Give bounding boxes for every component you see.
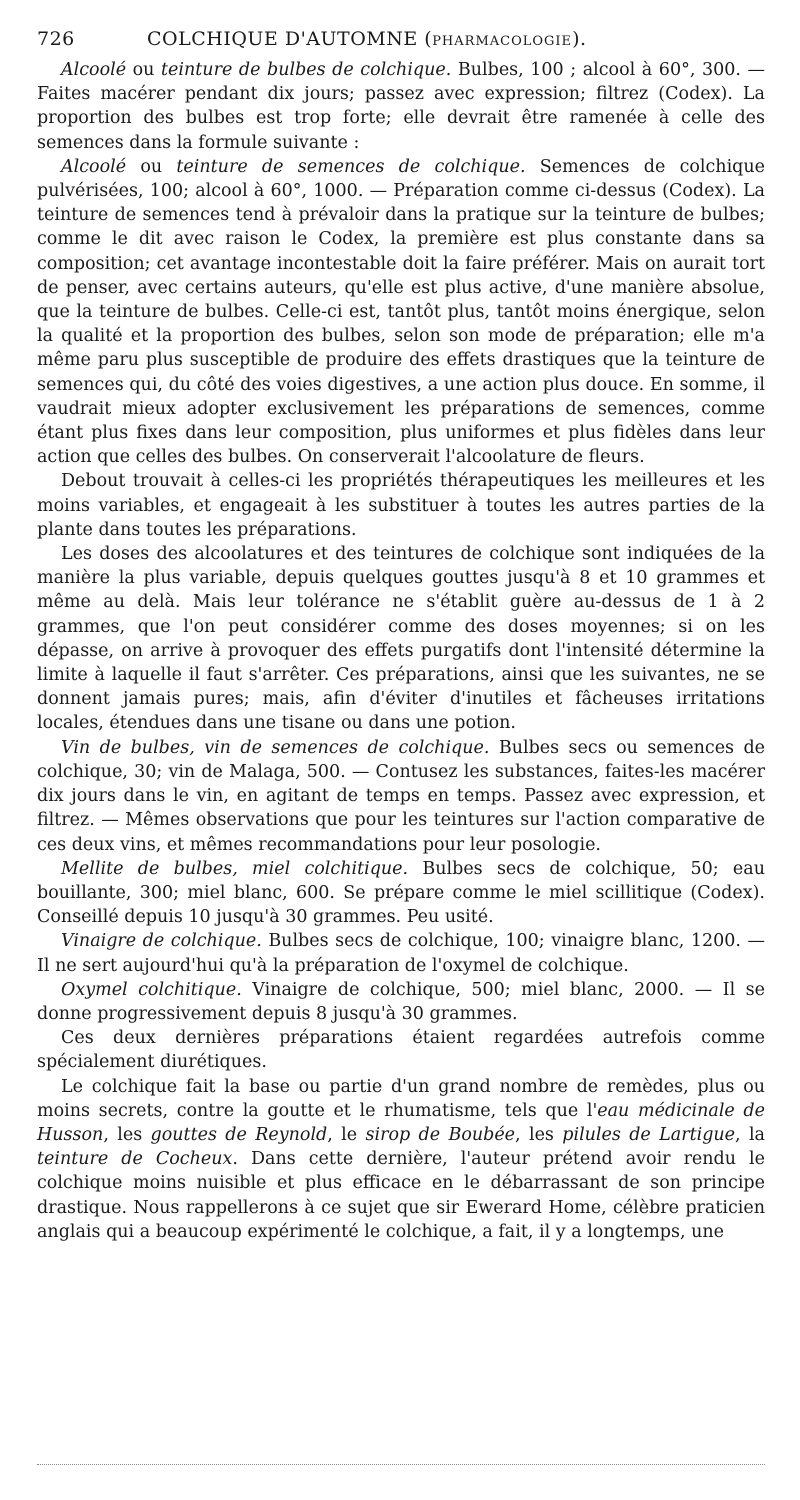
remedy-name: teinture de Cocheux xyxy=(37,1149,233,1170)
body-text xyxy=(37,58,765,1244)
paragraph-text: Vinaigre de colchique, 500; miel blanc, 2000. — Il se donne progressivement depuis 8 jusqu'à 30 grammes. xyxy=(37,979,766,1024)
paragraph-text: Bulbes, 100 ; alcool à 60°, 300. — Faites macérer pendant dix jours; passez avec expression; filtrez (Codex). La proportion des bulbes est trop forte; elle devrait être ramenée à celle des semences dans la formule suivante : xyxy=(37,60,765,153)
paragraph-vin xyxy=(37,736,765,857)
recipe-title: Oxymel colchitique. xyxy=(61,979,242,1000)
document-page xyxy=(37,28,765,1244)
paragraph-debout xyxy=(37,469,765,542)
paragraph-text: Debout trouvait à celles-ci les propriétés thérapeutiques les meilleures et les moins variables, et engageait à les substituer à toutes les autres parties de la plante dans toutes les préparations. xyxy=(37,471,765,540)
paragraph-mellite xyxy=(37,857,765,930)
paragraph-remedes xyxy=(37,1075,765,1244)
page-header xyxy=(37,28,765,50)
footer-rule xyxy=(37,1464,765,1465)
page-number: 726 xyxy=(37,28,75,50)
remedy-name: eau médicinale de Husson xyxy=(37,1100,765,1145)
paragraph-text: Bulbes secs de colchique, 100; vinaigre blanc, 1200. — Il ne sert aujourd'hui qu'à la préparation de l'oxymel de colchique. xyxy=(37,931,765,976)
paragraph-text: Ces deux dernières préparations étaient regardées autrefois comme spécialement diurétiques. xyxy=(37,1028,765,1073)
paragraph-diuretiques xyxy=(37,1026,765,1074)
running-title-subject: PHARMACOLOGIE xyxy=(432,34,573,49)
paragraph-text: Les doses des alcoolatures et des teintures de colchique sont indiquées de la manière la plus variable, depuis quelques gouttes jusqu'à 8 et 10 grammes et même au delà. Mais leur tolérance ne s'établit guère au-dessus de 1 à 2 grammes, que l'on peut considérer comme des doses moyennes; si on les dépasse, on arrive à provoquer des effets purgatifs dont l'intensité détermine la limite à laquelle il faut s'arrêter. Ces préparations, ainsi que les suivantes, ne se donnent jamais pures; mais, afin d'éviter d'inutiles et fâcheuses irritations locales, étendues dans une tisane ou dans une potion. xyxy=(37,544,765,734)
recipe-title: Vinaigre de colchique. xyxy=(61,931,262,952)
recipe-title: Vin de bulbes, vin de semences de colchique. xyxy=(61,737,490,758)
remedy-name: sirop de Boubée xyxy=(365,1124,516,1145)
paragraph-text: Bulbes secs de colchique, 50; eau bouillante, 300; miel blanc, 600. Se prépare comme le miel scillitique (Codex). Conseillé depuis 10 jusqu'à 30 grammes. Peu usité. xyxy=(37,858,765,928)
paragraph-text: , les xyxy=(103,1124,151,1145)
running-title-main: COLCHIQUE D'AUTOMNE ( xyxy=(147,28,433,50)
paragraph-text: Le colchique fait la base ou partie d'un grand nombre de remèdes, plus ou moins secrets, contre la goutte et le rhumatisme, tels que l' xyxy=(37,1076,765,1121)
paragraph-text: , la xyxy=(735,1124,765,1145)
remedy-name: gouttes de Reynold xyxy=(150,1124,328,1145)
recipe-connector: ou xyxy=(126,156,177,177)
paragraph-text: Semences de colchique pulvérisées, 100; alcool à 60°, 1000. — Préparation comme ci-dessus (Codex). La teinture de semences tend à prévaloir dans la pratique sur la teinture de bulbes; comme le dit avec raison le Codex, la première est plus constante dans sa composition; cet avantage incontestable doit la faire préférer. Mais on aurait tort de penser, avec certains auteurs, qu'elle est plus active, d'une manière absolue, que la teinture de bulbes. Celle-ci est, tantôt plus, tantôt moins énergique, selon la qualité et la proportion des bulbes, selon son mode de préparation; elle m'a même paru plus susceptible de produire des effets drastiques que la teinture de semences qui, du côté des voies digestives, a une action plus douce. En somme, il vaudrait mieux adopter exclusivement les préparations de semences, comme étant plus fixes dans leur composition, plus uniformes et plus fidèles dans leur action que celles des bulbes. On conserverait l'alcoolature de fleurs. xyxy=(37,156,766,468)
recipe-connector: ou xyxy=(126,60,162,80)
paragraph-alcoole-bulbes xyxy=(37,58,765,155)
recipe-title: Alcoolé xyxy=(61,156,127,177)
recipe-title: Alcoolé xyxy=(61,60,127,80)
paragraph-text: . Dans cette dernière, l'auteur prétend avoir rendu le colchique moins nuisible et plus efficace en le débarrassant de son principe drastique. Nous rappellerons à ce sujet que sir Ewerard Home, célèbre praticien anglais qui a beaucoup expérimenté le colchique, a fait, il y a longtemps, une xyxy=(37,1149,766,1242)
remedy-name: pilules de Lartigue xyxy=(562,1124,736,1145)
paragraph-doses xyxy=(37,542,765,736)
paragraph-text: , les xyxy=(515,1124,563,1145)
paragraph-text: Bulbes secs ou semences de colchique, 30; vin de Malaga, 500. — Contusez les substances, faites-les macérer dix jours dans le vin, en agitant de temps en temps. Passez avec expression, et filtrez. — Mêmes observations que pour les teintures sur l'action comparative de ces deux vins, et mêmes recommandations pour leur posologie. xyxy=(37,737,766,855)
paragraph-text: , le xyxy=(327,1124,366,1145)
paragraph-vinaigre xyxy=(37,929,765,977)
recipe-title: teinture de bulbes de colchique. xyxy=(161,60,452,80)
paragraph-oxymel xyxy=(37,978,765,1026)
recipe-title: teinture de semences de colchique. xyxy=(176,156,526,177)
recipe-title: Mellite de bulbes, miel colchitique. xyxy=(61,858,409,879)
paragraph-alcoole-semences xyxy=(37,155,765,470)
running-title xyxy=(147,28,765,50)
running-title-end: ). xyxy=(572,28,587,50)
